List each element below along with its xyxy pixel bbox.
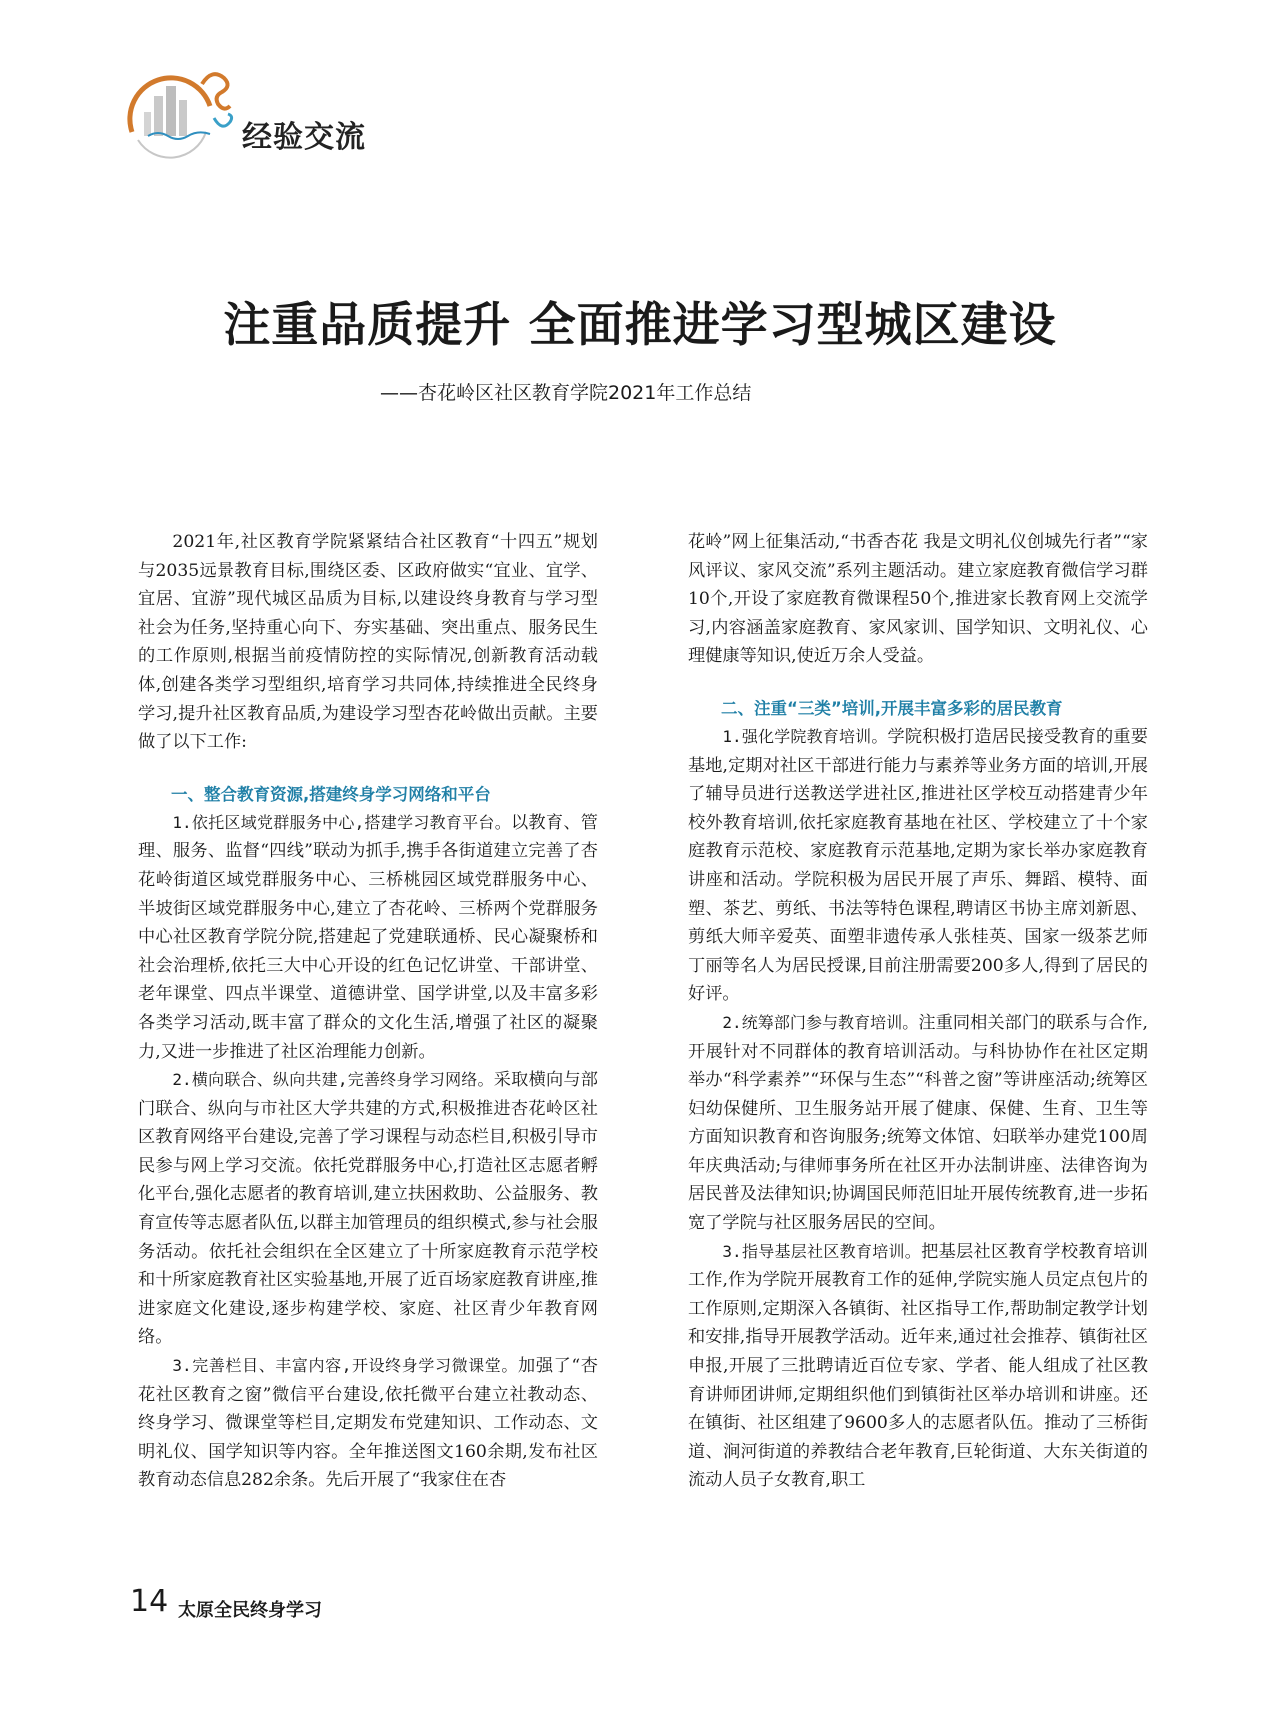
right-column	[688, 528, 1148, 1495]
left-column	[138, 528, 598, 1495]
body-paragraph: 3.完善栏目、丰富内容,开设终身学习微课堂。加强了“杏花社区教育之窗”微信平台建设,依托微平台建立社教动态、终身学习、微课堂等栏目,定期发布党建知识、工作动态、文明礼仪、国学知识等内容。全年推送图文160余期,发布社区教育动态信息282余条。先后开展了“我家住在杏	[138, 1356, 598, 1491]
body-paragraph: 2.统筹部门参与教育培训。注重同相关部门的联系与合作,开展针对不同群体的教育培训活动。与科协协作在社区定期举办“科学素养”“环保与生态”“科普之窗”等讲座活动;统筹区妇幼保健所、卫生服务站开展了健康、保健、生育、卫生等方面知识教育和咨询服务;统筹文体馆、妇联举办建党100周年庆典活动;与律师事务所在社区开办法制讲座、法律咨询为居民普及法律知识;协调国民师范旧址开展传统教育,进一步拓宽了学院与社区服务居民的空间。	[688, 1012, 1148, 1234]
paragraph-lead: 1.依托区域党群服务中心,搭建学习教育平台。	[172, 812, 511, 832]
body-paragraph: 2.横向联合、纵向共建,完善终身学习网络。采取横向与部门联合、纵向与市社区大学共建的方式,积极推进杏花岭区社区教育网络平台建设,完善了学习课程与动态栏目,积极引导市民参与网上学习交流。依托党群服务中心,打造社区志愿者孵化平台,强化志愿者的教育培训,建立扶困救助、公益服务、教育宣传等志愿者队伍,以群主加管理员的组织模式,参与社会服务活动。依托社会组织在全区建立了十所家庭教育示范学校和十所家庭教育社区实验基地,开展了近百场家庭教育讲座,推进家庭文化建设,逐步构建学校、家庭、社区青少年教育网络。	[138, 1070, 598, 1348]
section-heading-1: 一、整合教育资源,搭建终身学习网络和平台	[171, 784, 491, 804]
paragraph-lead: 2.统筹部门参与教育培训。	[722, 1012, 919, 1032]
section-label: 经验交流	[242, 120, 366, 155]
section-header	[118, 58, 538, 168]
body-paragraph: 1.强化学院教育培训。学院积极打造居民接受教育的重要基地,定期对社区干部进行能力与素养等业务方面的培训,开展了辅导员进行送教送学进社区,推进社区学校互动搭建青少年校外教育培训,依托家庭教育基地在社区、学校建立了十个家庭教育示范校、家庭教育示范基地,定期为家长举办家庭教育讲座和活动。学院积极为居民开展了声乐、舞蹈、模特、面塑、茶艺、剪纸、书法等特色课程,聘请区书协主席刘新恩、剪纸大师辛爱英、面塑非遗传承人张桂英、国家一级茶艺师丁丽等名人为居民授课,目前注册需要200多人,得到了居民的好评。	[688, 726, 1148, 1005]
section-heading-2: 二、注重“三类”培训,开展丰富多彩的居民教育	[721, 698, 1063, 718]
paragraph-lead: 3.指导基层社区教育培训。	[722, 1241, 922, 1261]
continued-paragraph: 花岭”网上征集活动,“书香杏花 我是文明礼仪创城先行者”“家风评议、家风交流”系列主题活动。建立家庭教育微信学习群10个,开设了家庭教育微课程50个,推进家长教育网上交流学习,内容涵盖家庭教育、家风家训、国学知识、文明礼仪、心理健康等知识,使近万余人受益。	[688, 532, 1148, 667]
paragraph-lead: 3.完善栏目、丰富内容,开设终身学习微课堂。	[172, 1356, 519, 1376]
intro-paragraph: 2021年,社区教育学院紧紧结合社区教育“十四五”规划与2035远景教育目标,围绕区委、区政府做实“宜业、宜学、宜居、宜游”现代城区品质为目标,以建设终身教育与学习型社会为任务,坚持重心向下、夯实基础、突出重点、服务民生的工作原则,根据当前疫情防控的实际情况,创新教育活动载体,创建各类学习型组织,培育学习共同体,持续推进全民终身学习,提升社区教育品质,为建设学习型杏花岭做出贡献。主要做了以下工作:	[138, 532, 598, 753]
body-paragraph: 1.依托区域党群服务中心,搭建学习教育平台。以教育、管理、服务、监督“四线”联动为抓手,携手各街道建立完善了杏花岭街道区域党群服务中心、三桥桃园区域党群服务中心、半坡街区域党群服务中心,建立了杏花岭、三桥两个党群服务中心社区教育学院分院,搭建起了党建联通桥、民心凝聚桥和社会治理桥,依托三大中心开设的红色记忆讲堂、干部讲堂、老年课堂、四点半课堂、道德讲堂、国学讲堂,以及丰富多彩各类学习活动,既丰富了群众的文化生活,增强了社区的凝聚力,又进一步推进了社区治理能力创新。	[138, 812, 598, 1062]
article-title: 注重品质提升 全面推进学习型城区建设	[223, 298, 1057, 353]
paragraph-lead: 1.强化学院教育培训。	[722, 726, 888, 746]
paragraph-lead: 2.横向联合、纵向共建,完善终身学习网络。	[172, 1070, 494, 1090]
body-paragraph: 3.指导基层社区教育培训。把基层社区教育学校教育培训工作,作为学院开展教育工作的延伸,学院实施人员定点包片的工作原则,定期深入各镇街、社区指导工作,帮助制定教学计划和安排,指导开展教学活动。近年来,通过社会推荐、镇街社区申报,开展了三批聘请近百位专家、学者、能人组成了社区教育讲师团讲师,定期组织他们到镇街社区举办培训和讲座。还在镇街、社区组建了9600多人的志愿者队伍。推动了三桥街道、涧河街道的养教结合老年教育,巨轮街道、大东关街道的流动人员子女教育,职工	[688, 1241, 1148, 1491]
article-subtitle: ——杏花岭区社区教育学院2021年工作总结	[380, 382, 752, 404]
journal-name: 太原全民终身学习	[178, 1600, 322, 1621]
college-logo-icon	[118, 62, 240, 162]
page-number: 14	[130, 1584, 169, 1619]
